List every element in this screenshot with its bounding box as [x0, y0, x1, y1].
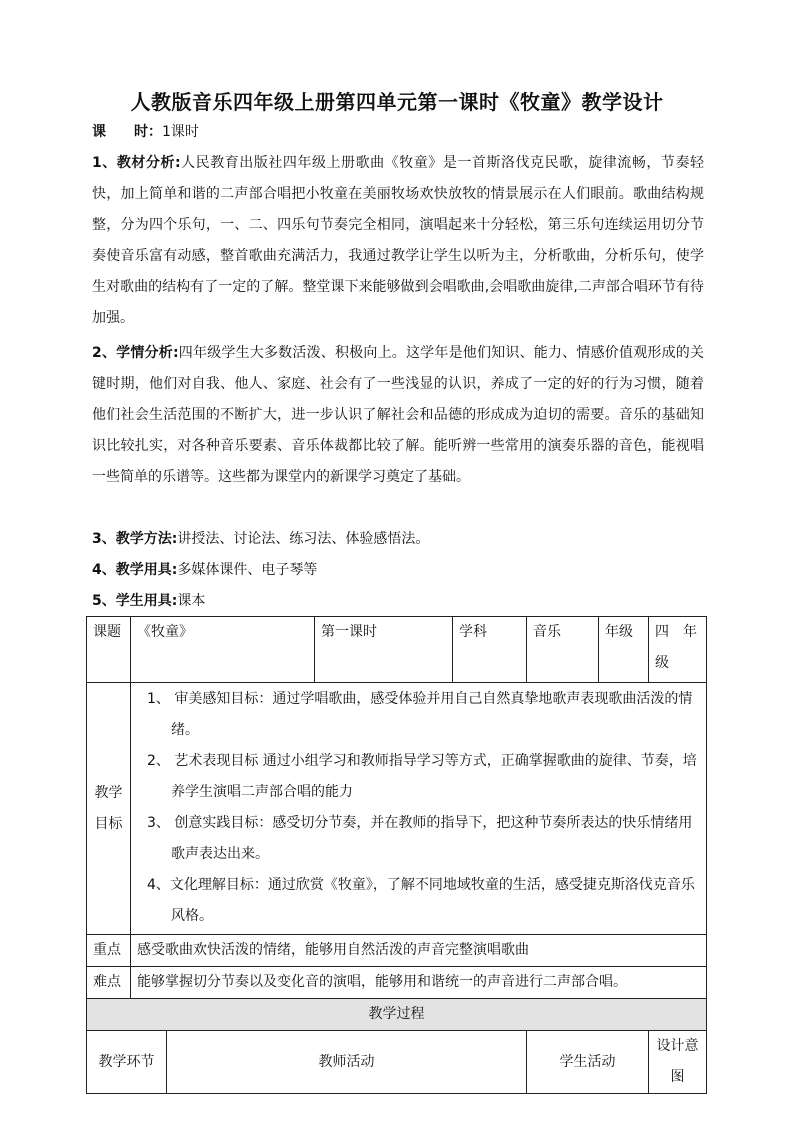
table-row [87, 617, 707, 683]
difficulty-label-cell: 难点 [87, 967, 131, 999]
table-row [87, 999, 707, 1031]
key-point-label-cell: 重点 [87, 935, 131, 967]
section-label: 4、教学用具: [92, 562, 178, 578]
section-teaching-method [92, 524, 702, 555]
goal-item: 2、 艺术表现目标 通过小组学习和教师指导学习等方式，正确掌握歌曲的旋律、节奏，培养学生演唱二声部合唱的能力 [147, 753, 697, 800]
document-title: 人教版音乐四年级上册第四单元第一课时《牧童》教学设计 [130, 90, 664, 114]
difficulty-cell: 能够掌握切分节奏以及变化音的演唱，能够用和谐统一的声音进行二声部合唱。 [131, 967, 707, 999]
section-student-analysis [92, 338, 704, 493]
lesson-plan-table [86, 616, 707, 1094]
process-title-cell: 教学过程 [87, 999, 707, 1031]
goals-label-cell: 教学目标 [87, 683, 131, 935]
section-text: 四年级学生大多数活泼、积极向上。这学年是他们知识、能力、情感价值观形成的关键时期，他们对自我、他人、家庭、社会有了一些浅显的认识，养成了一定的好的行为习惯，随着他们社会生活范围的不断扩大，进一步认识了解社会和品德的形成成为迫切的需要。音乐的基础知识比较扎实，对各种音乐要素、音乐体裁都比较了解。能听辨一些常用的演奏乐器的音色，能视唱一些简单的乐谱等。这些都为课堂内的新课学习奠定了基础。 [92, 345, 705, 485]
section-label: 5、学生用具: [92, 593, 178, 609]
process-header-student: 学生活动 [527, 1031, 649, 1094]
goal-item: 3、 创意实践目标：感受切分节奏，并在教师的指导下，把这种节奏所表达的快乐情绪用歌声表达出来。 [147, 815, 693, 862]
topic-value-cell: 《牧童》 [131, 617, 315, 683]
grade-value-cell: 四 年级 [649, 617, 707, 683]
table-row [87, 683, 707, 935]
class-hours-line [92, 117, 702, 148]
section-text: 讲授法、讨论法、练习法、体验感悟法。 [177, 531, 430, 547]
process-header-intent: 设计意图 [649, 1031, 707, 1094]
section-text: 多媒体课件、电子琴等 [177, 562, 318, 578]
table-row [87, 935, 707, 967]
goals-cell [131, 683, 707, 935]
key-point-cell: 感受歌曲欢快活泼的情绪，能够用自然活泼的声音完整演唱歌曲 [131, 935, 707, 967]
section-text: 课本 [177, 593, 206, 609]
section-text: 人民教育出版社四年级上册歌曲《牧童》是一首斯洛伐克民歌，旋律流畅，节奏轻快，加上简单和谐的二声部合唱把小牧童在美丽牧场欢快放牧的情景展示在人们眼前。歌曲结构规整，分为四个乐句，一、二、四乐句节奏完全相同，演唱起来十分轻松，第三乐句连续运用切分节奏使音乐富有动感，整首歌曲充满活力，我通过教学让学生以听为主，分析歌曲，分析乐句，使学生对歌曲的结构有了一定的了解。整堂课下来能够做到会唱歌曲,会唱歌曲旋律,二声部合唱环节有待加强。 [92, 155, 704, 326]
section-label: 2、学情分析: [92, 345, 179, 361]
grade-label-cell: 年级 [599, 617, 649, 683]
goal-item: 1、 审美感知目标：通过学唱歌曲，感受体验并用自己自然真挚地歌声表现歌曲活泼的情绪。 [147, 691, 693, 738]
table-row [87, 967, 707, 999]
section-label: 1、教材分析: [92, 155, 181, 171]
lesson-cell: 第一课时 [315, 617, 453, 683]
class-hours-value: 1课时 [162, 124, 199, 140]
goal-item: 4、文化理解目标：通过欣赏《牧童》，了解不同地域牧童的生活，感受捷克斯洛伐克音乐风格。 [147, 877, 695, 924]
process-header-stage: 教学环节 [87, 1031, 167, 1094]
subject-value-cell: 音乐 [527, 617, 599, 683]
class-hours-label: 课 时： [92, 124, 162, 140]
table-row [87, 1031, 707, 1094]
section-teaching-tools [92, 555, 702, 586]
section-textbook-analysis [92, 148, 704, 334]
section-student-tools [92, 586, 702, 617]
topic-label-cell: 课题 [87, 617, 131, 683]
process-header-teacher: 教师活动 [167, 1031, 527, 1094]
subject-label-cell: 学科 [453, 617, 527, 683]
section-label: 3、教学方法: [92, 531, 178, 547]
